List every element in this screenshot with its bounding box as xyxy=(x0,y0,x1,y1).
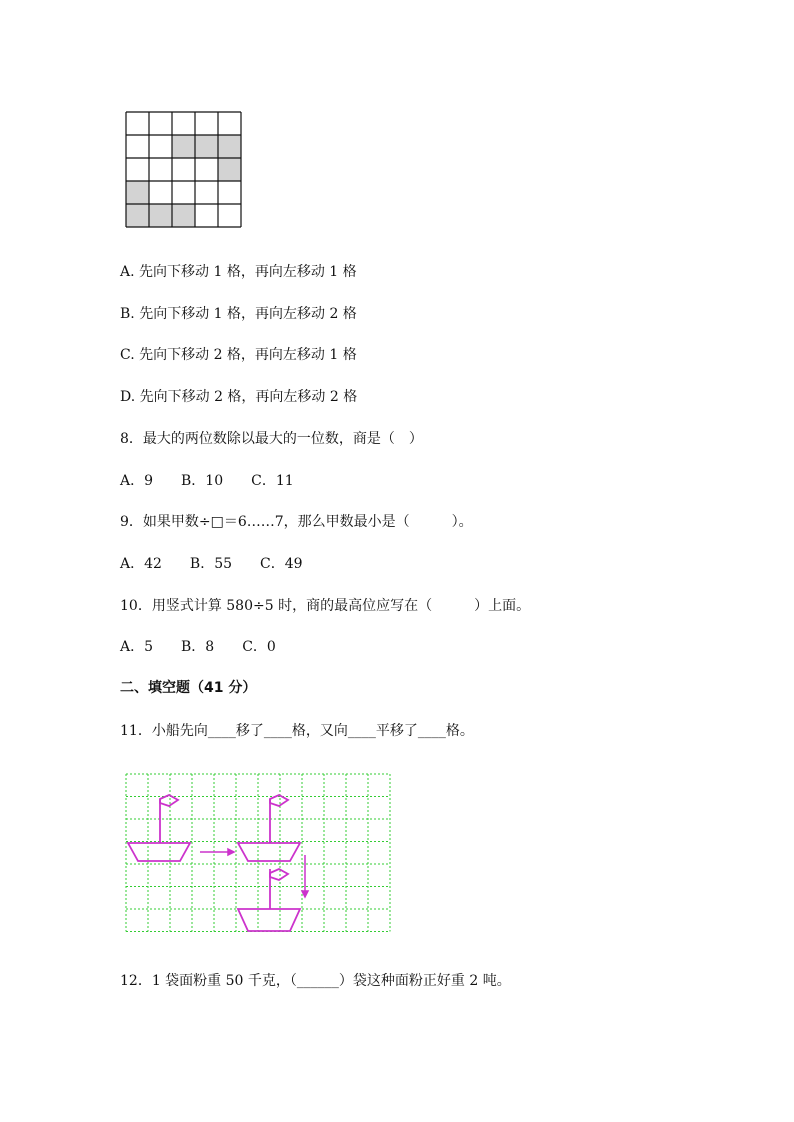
q9-options: A．42 B．55 C．49 xyxy=(120,556,303,572)
section-title-fill-in: 二、填空题（41 分） xyxy=(120,680,257,696)
shaded-cell xyxy=(172,204,195,227)
boat-moved-right xyxy=(238,795,300,861)
shaded-cell xyxy=(172,135,195,158)
q11-boat-figure xyxy=(124,773,394,935)
q7-option-a: A. 先向下移动 1 格，再向左移动 1 格 xyxy=(120,264,357,280)
shaded-cell xyxy=(218,158,241,181)
boat-moved-down xyxy=(238,869,300,931)
q12-question: 12．1 袋面粉重 50 千克，（______）袋这种面粉正好重 2 吨。 xyxy=(120,973,511,989)
q8-options: A．9 B．10 C．11 xyxy=(120,473,294,489)
q7-option-c: C. 先向下移动 2 格，再向左移动 1 格 xyxy=(120,347,357,363)
q7-grid-figure xyxy=(125,111,243,229)
boat-original xyxy=(128,795,190,861)
q11-question: 11．小船先向____移了____格，又向____平移了____格。 xyxy=(120,723,474,739)
q7-option-d: D. 先向下移动 2 格，再向左移动 2 格 xyxy=(120,389,358,405)
shaded-cell xyxy=(149,204,172,227)
q8-question: 8．最大的两位数除以最大的一位数，商是（ ） xyxy=(120,431,423,447)
move-down-arrow xyxy=(302,855,308,897)
q9-question: 9．如果甲数÷□＝6……7，那么甲数最小是（ ）。 xyxy=(120,514,473,530)
shaded-cell xyxy=(218,135,241,158)
q7-option-b: B. 先向下移动 1 格，再向左移动 2 格 xyxy=(120,306,357,322)
move-right-arrow xyxy=(200,849,234,855)
shaded-cell xyxy=(126,204,149,227)
shaded-cell xyxy=(126,181,149,204)
q10-question: 10．用竖式计算 580÷5 时，商的最高位应写在（ ）上面。 xyxy=(120,598,531,614)
q10-options: A．5 B．8 C．0 xyxy=(120,639,276,655)
shaded-cell xyxy=(195,135,218,158)
